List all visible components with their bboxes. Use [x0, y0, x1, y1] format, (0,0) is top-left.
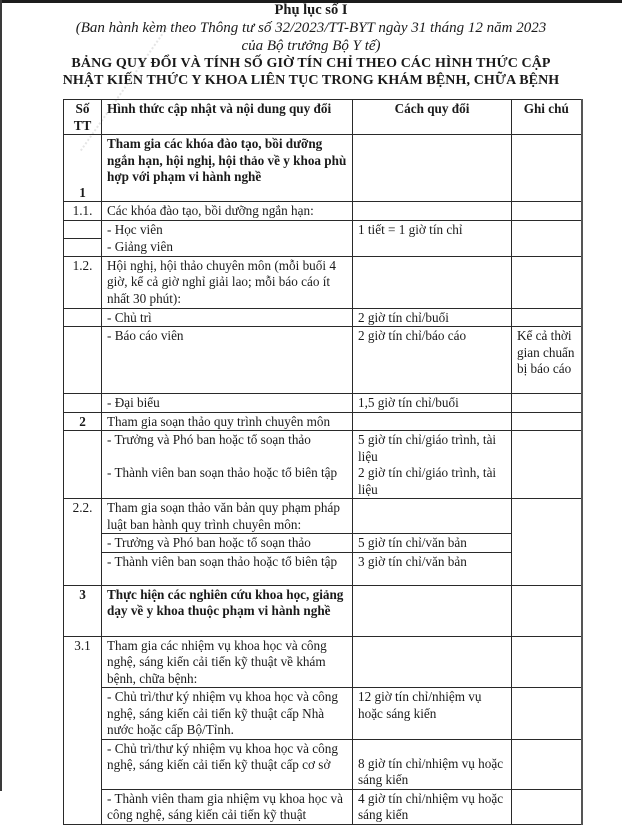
- table-row: [64, 636, 582, 688]
- table-title-line2: NHẬT KIẾN THỨC Y KHOA LIÊN TỤC TRONG KHÁM BỆNH, CHỮA BỆNH: [62, 73, 560, 88]
- table-row: [64, 499, 582, 534]
- row-no: 3: [64, 585, 102, 636]
- row-method: [353, 585, 512, 636]
- row-note: [512, 308, 582, 327]
- row-note: [512, 394, 582, 413]
- row-note: [512, 135, 582, 202]
- row-note: [512, 789, 582, 824]
- row-method: 12 giờ tín chỉ/nhiệm vụ hoặc sáng kiến: [353, 688, 512, 740]
- table-row: [64, 431, 582, 499]
- row-method: [353, 202, 512, 221]
- row-note: [512, 688, 582, 740]
- table-row: [64, 739, 582, 789]
- appendix-title: Phụ lục số I: [274, 2, 348, 18]
- row-no: [64, 431, 102, 499]
- row-method: [353, 636, 512, 688]
- row-no: [64, 394, 102, 413]
- issuance-note-line1: (Ban hành kèm theo Thông tư số 32/2023/TT-BYT ngày 31 tháng 12 năm 2023: [75, 20, 547, 36]
- row-no: 1.1.: [64, 202, 102, 221]
- conversion-table: [63, 99, 583, 825]
- row-method: 4 giờ tín chỉ/nhiệm vụ hoặc sáng kiến: [353, 789, 512, 824]
- row-content: Thực hiện các nghiên cứu khoa học, giảng dạy về y khoa thuộc phạm vi hành nghề: [102, 585, 353, 636]
- row-note: [512, 739, 582, 789]
- row-method: 2 giờ tín chỉ/báo cáo: [353, 327, 512, 394]
- row-content: - Trưởng và Phó ban hoặc tổ soạn thảo: [102, 534, 353, 553]
- table-title-line1: BẢNG QUY ĐỔI VÀ TÍNH SỐ GIỜ TÍN CHỈ THEO CÁC HÌNH THỨC CẬP: [71, 56, 551, 71]
- table-row: [64, 256, 582, 308]
- row-method: [353, 499, 512, 534]
- row-content: Tham gia các khóa đào tạo, bồi dưỡng ngắn hạn, hội nghị, hội thảo về y khoa phù hợp với phạm vi hành nghề: [102, 135, 353, 202]
- row-note: Kể cả thời gian chuẩn bị báo cáo: [512, 327, 582, 394]
- row-content: - Chủ trì: [102, 308, 353, 327]
- row-note: [512, 431, 582, 499]
- row-note: [512, 499, 582, 586]
- row-content: Tham gia soạn thảo văn bản quy phạm pháp luật ban hành quy trình chuyên môn:: [102, 499, 353, 534]
- row-note: [512, 202, 582, 221]
- row-no: [64, 327, 102, 394]
- table-row: [64, 327, 582, 394]
- row-no: [64, 220, 102, 238]
- row-method: 3 giờ tín chỉ/văn bản: [353, 552, 512, 585]
- table-row: [64, 135, 582, 202]
- table-row: [64, 534, 582, 553]
- row-method: 5 giờ tín chỉ/văn bản: [353, 534, 512, 553]
- table-row: [64, 412, 582, 431]
- row-content: - Chủ trì/thư ký nhiệm vụ khoa học và công nghệ, sáng kiến cải tiến kỹ thuật cấp Nhà nước hoặc cấp Bộ/Tỉnh.: [102, 688, 353, 740]
- row-method-line: 2 giờ tín chỉ/giáo trình, tài liệu: [358, 465, 497, 497]
- row-note: [512, 256, 582, 308]
- table-row: [64, 688, 582, 740]
- row-content: Tham gia các nhiệm vụ khoa học và công nghệ, sáng kiến cải tiến kỹ thuật về khám bệnh, chữa bệnh:: [102, 636, 353, 688]
- row-content-line: - Trưởng và Phó ban hoặc tổ soạn thảo: [107, 432, 311, 447]
- table-header-row: [64, 100, 582, 135]
- row-content: - Thành viên ban soạn thảo hoặc tổ biên tập: [102, 552, 353, 585]
- row-method: 1,5 giờ tín chỉ/buổi: [353, 394, 512, 413]
- document-header: [0, 2, 622, 89]
- row-note: [512, 585, 582, 636]
- row-content: Các khóa đào tạo, bồi dưỡng ngắn hạn:: [102, 202, 353, 221]
- row-method: [353, 431, 512, 499]
- table-row: [64, 202, 582, 221]
- row-method: 2 giờ tín chỉ/buổi: [353, 308, 512, 327]
- row-no: 3.1: [64, 636, 102, 824]
- issuance-note-line2: của Bộ trưởng Bộ Y tế): [241, 38, 381, 54]
- header-note: Ghi chú: [512, 100, 582, 135]
- table-row: [64, 394, 582, 413]
- header-method: Cách quy đổi: [353, 100, 512, 135]
- row-method: [353, 135, 512, 202]
- row-no: 1.2.: [64, 256, 102, 308]
- row-no: 1: [64, 135, 102, 202]
- header-no-line1: Số: [75, 101, 90, 116]
- table-row: [64, 308, 582, 327]
- row-no: [64, 308, 102, 327]
- row-note: [512, 220, 582, 256]
- row-method: 1 tiết = 1 giờ tín chỉ: [353, 220, 512, 256]
- row-content: - Học viên: [102, 220, 353, 238]
- row-method: [353, 412, 512, 431]
- table-row: [64, 552, 582, 585]
- left-edge-bar: [0, 0, 2, 791]
- table-row: [64, 220, 582, 238]
- row-content-line: - Thành viên ban soạn thảo hoặc tổ biên tập: [107, 464, 338, 480]
- row-method-line: 5 giờ tín chỉ/giáo trình, tài liệu: [358, 432, 497, 464]
- row-content: - Báo cáo viên: [102, 327, 353, 394]
- row-content: Hội nghị, hội thảo chuyên môn (mỗi buổi 4 giờ, kể cả giờ nghỉ giải lao; mỗi báo cáo ít nhất 30 phút):: [102, 256, 353, 308]
- header-no-line2: TT: [73, 117, 92, 133]
- row-content: - Giảng viên: [102, 238, 353, 256]
- row-content: Tham gia soạn thảo quy trình chuyên môn: [102, 412, 353, 431]
- row-content: - Chủ trì/thư ký nhiệm vụ khoa học và công nghệ, sáng kiến cải tiến kỹ thuật cấp cơ sở: [102, 739, 353, 789]
- table-row: [64, 585, 582, 636]
- row-method: 8 giờ tín chỉ/nhiệm vụ hoặc sáng kiến: [353, 739, 512, 789]
- row-note: [512, 636, 582, 688]
- header-content: Hình thức cập nhật và nội dung quy đổi: [102, 100, 353, 135]
- row-note: [512, 412, 582, 431]
- row-method: [353, 256, 512, 308]
- header-no: [64, 100, 102, 135]
- row-content: - Thành viên tham gia nhiệm vụ khoa học và công nghệ, sáng kiến cải tiến kỹ thuật: [102, 789, 353, 824]
- row-no: 2: [64, 412, 102, 431]
- table-row: [64, 789, 582, 824]
- row-content: [102, 431, 353, 499]
- row-no: 2.2.: [64, 499, 102, 586]
- row-no: [64, 238, 102, 256]
- row-content: - Đại biểu: [102, 394, 353, 413]
